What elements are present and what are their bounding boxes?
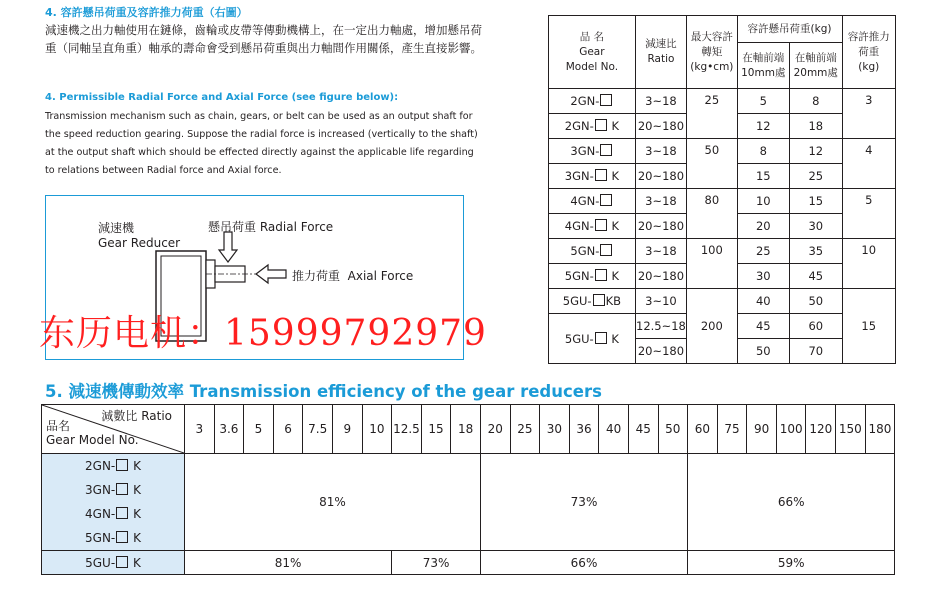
radial-20mm-cell: 25 bbox=[790, 164, 842, 189]
ratio-header-cell: 7.5 bbox=[303, 405, 333, 454]
load-table-row bbox=[549, 239, 896, 264]
ratio-header-cell: 20 bbox=[480, 405, 510, 454]
efficiency-value-cell: 59% bbox=[688, 551, 895, 575]
efficiency-model-label: 4GN- K bbox=[85, 507, 141, 521]
efficiency-value-cell: 66% bbox=[480, 551, 687, 575]
efficiency-value-cell: 73% bbox=[480, 454, 687, 551]
section4-body-zh: 減速機之出力軸使用在鏈條，齒輪或皮帶等傳動機構上，在一定出力軸處，增加懸吊荷重（同軸呈直角重）軸承的壽命會受到懸吊荷重與出力軸間作用關係，產生直接影響。 bbox=[45, 23, 482, 55]
ratio-cell: 3~18 bbox=[635, 139, 686, 164]
efficiency-value-cell: 66% bbox=[688, 454, 895, 551]
radial-20mm-cell: 35 bbox=[790, 239, 842, 264]
ratio-header-cell: 180 bbox=[865, 405, 895, 454]
efficiency-model-label: 2GN- K bbox=[85, 459, 141, 473]
axial-force-label: 推力荷重 Axial Force bbox=[292, 269, 414, 283]
model-cell: 5GN- K bbox=[549, 264, 636, 289]
model-cell: 2GN- K bbox=[549, 114, 636, 139]
contact-watermark: 东历电机：15999792979 bbox=[39, 313, 487, 354]
radial-20mm-cell: 18 bbox=[790, 114, 842, 139]
model-cell: 4GN- bbox=[549, 189, 636, 214]
ratio-header-cell: 100 bbox=[776, 405, 806, 454]
torque-cell: 50 bbox=[687, 139, 737, 189]
ratio-header-cell: 75 bbox=[717, 405, 747, 454]
radial-10mm-cell: 25 bbox=[737, 239, 789, 264]
efficiency-model-label: 5GN- K bbox=[85, 531, 141, 545]
load-table-row bbox=[549, 289, 896, 314]
ratio-header-cell: 120 bbox=[806, 405, 836, 454]
ratio-header-cell: 3.6 bbox=[214, 405, 244, 454]
model-cell: 3GN- K bbox=[549, 164, 636, 189]
header-axial: 容許推力 荷重 (kg) bbox=[842, 16, 896, 89]
header-radial-20mm: 在軸前端 20mm處 bbox=[790, 43, 842, 89]
radial-20mm-cell: 45 bbox=[790, 264, 842, 289]
radial-force-label: 懸吊荷重 Radial Force bbox=[208, 220, 334, 234]
ratio-cell: 3~18 bbox=[635, 89, 686, 114]
ratio-header-cell: 12.5 bbox=[392, 405, 422, 454]
torque-cell: 100 bbox=[687, 239, 737, 289]
ratio-header-cell: 40 bbox=[599, 405, 629, 454]
ratio-header-cell: 45 bbox=[628, 405, 658, 454]
ratio-cell: 20~180 bbox=[635, 164, 686, 189]
ratio-header-cell: 18 bbox=[451, 405, 481, 454]
header-ratio: 減速比 Ratio bbox=[635, 16, 686, 89]
radial-10mm-cell: 20 bbox=[737, 214, 789, 239]
load-table-row bbox=[549, 139, 896, 164]
radial-10mm-cell: 40 bbox=[737, 289, 789, 314]
axial-cell: 3 bbox=[842, 89, 896, 139]
section5-title: 5. 減速機傳動效率 Transmission efficiency of the gear reducers bbox=[45, 382, 602, 401]
radial-20mm-cell: 30 bbox=[790, 214, 842, 239]
ratio-header-cell: 9 bbox=[332, 405, 362, 454]
ratio-header-cell: 150 bbox=[836, 405, 866, 454]
torque-cell: 80 bbox=[687, 189, 737, 239]
ratio-header-cell: 25 bbox=[510, 405, 540, 454]
ratio-header-cell: 50 bbox=[658, 405, 688, 454]
load-table-row bbox=[549, 189, 896, 214]
efficiency-value-cell: 81% bbox=[185, 454, 481, 551]
efficiency-table bbox=[41, 404, 895, 575]
radial-10mm-cell: 12 bbox=[737, 114, 789, 139]
header-model: 品 名 Gear Model No. bbox=[549, 16, 636, 89]
radial-20mm-cell: 60 bbox=[790, 314, 842, 339]
ratio-cell: 20~180 bbox=[635, 264, 686, 289]
ratio-header-cell: 5 bbox=[244, 405, 274, 454]
radial-10mm-cell: 15 bbox=[737, 164, 789, 189]
header-radial-10mm: 在軸前端 10mm處 bbox=[737, 43, 789, 89]
radial-10mm-cell: 30 bbox=[737, 264, 789, 289]
axial-cell: 4 bbox=[842, 139, 896, 189]
efficiency-model-label: 3GN- K bbox=[85, 483, 141, 497]
radial-10mm-cell: 50 bbox=[737, 339, 789, 364]
model-cell: 5GU- K bbox=[549, 314, 636, 364]
ratio-cell: 3~10 bbox=[635, 289, 686, 314]
radial-10mm-cell: 45 bbox=[737, 314, 789, 339]
ratio-cell: 3~18 bbox=[635, 239, 686, 264]
efficiency-value-cell: 81% bbox=[185, 551, 392, 575]
ratio-cell: 20~180 bbox=[635, 214, 686, 239]
ratio-cell: 20~180 bbox=[635, 339, 686, 364]
torque-cell: 200 bbox=[687, 289, 737, 364]
radial-20mm-cell: 50 bbox=[790, 289, 842, 314]
ratio-cell: 12.5~18 bbox=[635, 314, 686, 339]
radial-20mm-cell: 8 bbox=[790, 89, 842, 114]
model-cell: 2GN- bbox=[549, 89, 636, 114]
permissible-load-table bbox=[548, 15, 896, 364]
ratio-header-cell: 90 bbox=[747, 405, 777, 454]
ratio-header-cell: 36 bbox=[569, 405, 599, 454]
reducer-label-en: Gear Reducer bbox=[98, 236, 181, 250]
section4-title-en: 4. Permissible Radial Force and Axial Force (see figure below): bbox=[45, 92, 399, 103]
radial-10mm-cell: 5 bbox=[737, 89, 789, 114]
torque-cell: 25 bbox=[687, 89, 737, 139]
efficiency-group-models bbox=[42, 454, 185, 551]
efficiency-gu-model: 5GU- K bbox=[42, 551, 185, 575]
radial-10mm-cell: 10 bbox=[737, 189, 789, 214]
radial-20mm-cell: 12 bbox=[790, 139, 842, 164]
header-radial: 容許懸吊荷重(kg) bbox=[737, 16, 842, 43]
radial-20mm-cell: 15 bbox=[790, 189, 842, 214]
model-cell: 3GN- bbox=[549, 139, 636, 164]
section4-title-zh: 4. 容許懸吊荷重及容許推力荷重（右圖） bbox=[45, 6, 248, 19]
model-cell: 5GN- bbox=[549, 239, 636, 264]
ratio-header-cell: 30 bbox=[540, 405, 570, 454]
axial-cell: 5 bbox=[842, 189, 896, 239]
efficiency-value-cell: 73% bbox=[392, 551, 481, 575]
reducer-label-zh: 減速機 bbox=[98, 221, 135, 235]
ratio-header-cell: 10 bbox=[362, 405, 392, 454]
ratio-cell: 20~180 bbox=[635, 114, 686, 139]
model-cell: 4GN- K bbox=[549, 214, 636, 239]
ratio-header-cell: 6 bbox=[273, 405, 303, 454]
header-torque: 最大容許 轉矩 (kg•cm) bbox=[687, 16, 737, 89]
section4-body-en: Transmission mechanism such as chain, gears, or belt can be used as an output shaft for the speed reduction gearing. Suppose the radial force is increased (vertically to the shaft) at the output shaft which should be effected directly against the applicable life regarding to relations between Radial force and Axial force. bbox=[45, 111, 478, 176]
axial-cell: 15 bbox=[842, 289, 896, 364]
ratio-cell: 3~18 bbox=[635, 189, 686, 214]
ratio-header-cell: 15 bbox=[421, 405, 451, 454]
ratio-header-cell: 3 bbox=[185, 405, 215, 454]
axial-cell: 10 bbox=[842, 239, 896, 289]
efficiency-header-corner: 減數比 Ratio 品名 Gear Model No. bbox=[42, 405, 185, 454]
ratio-header-cell: 60 bbox=[688, 405, 718, 454]
model-cell: 5GU- KB bbox=[549, 289, 636, 314]
radial-10mm-cell: 8 bbox=[737, 139, 789, 164]
load-table-row bbox=[549, 89, 896, 114]
radial-20mm-cell: 70 bbox=[790, 339, 842, 364]
